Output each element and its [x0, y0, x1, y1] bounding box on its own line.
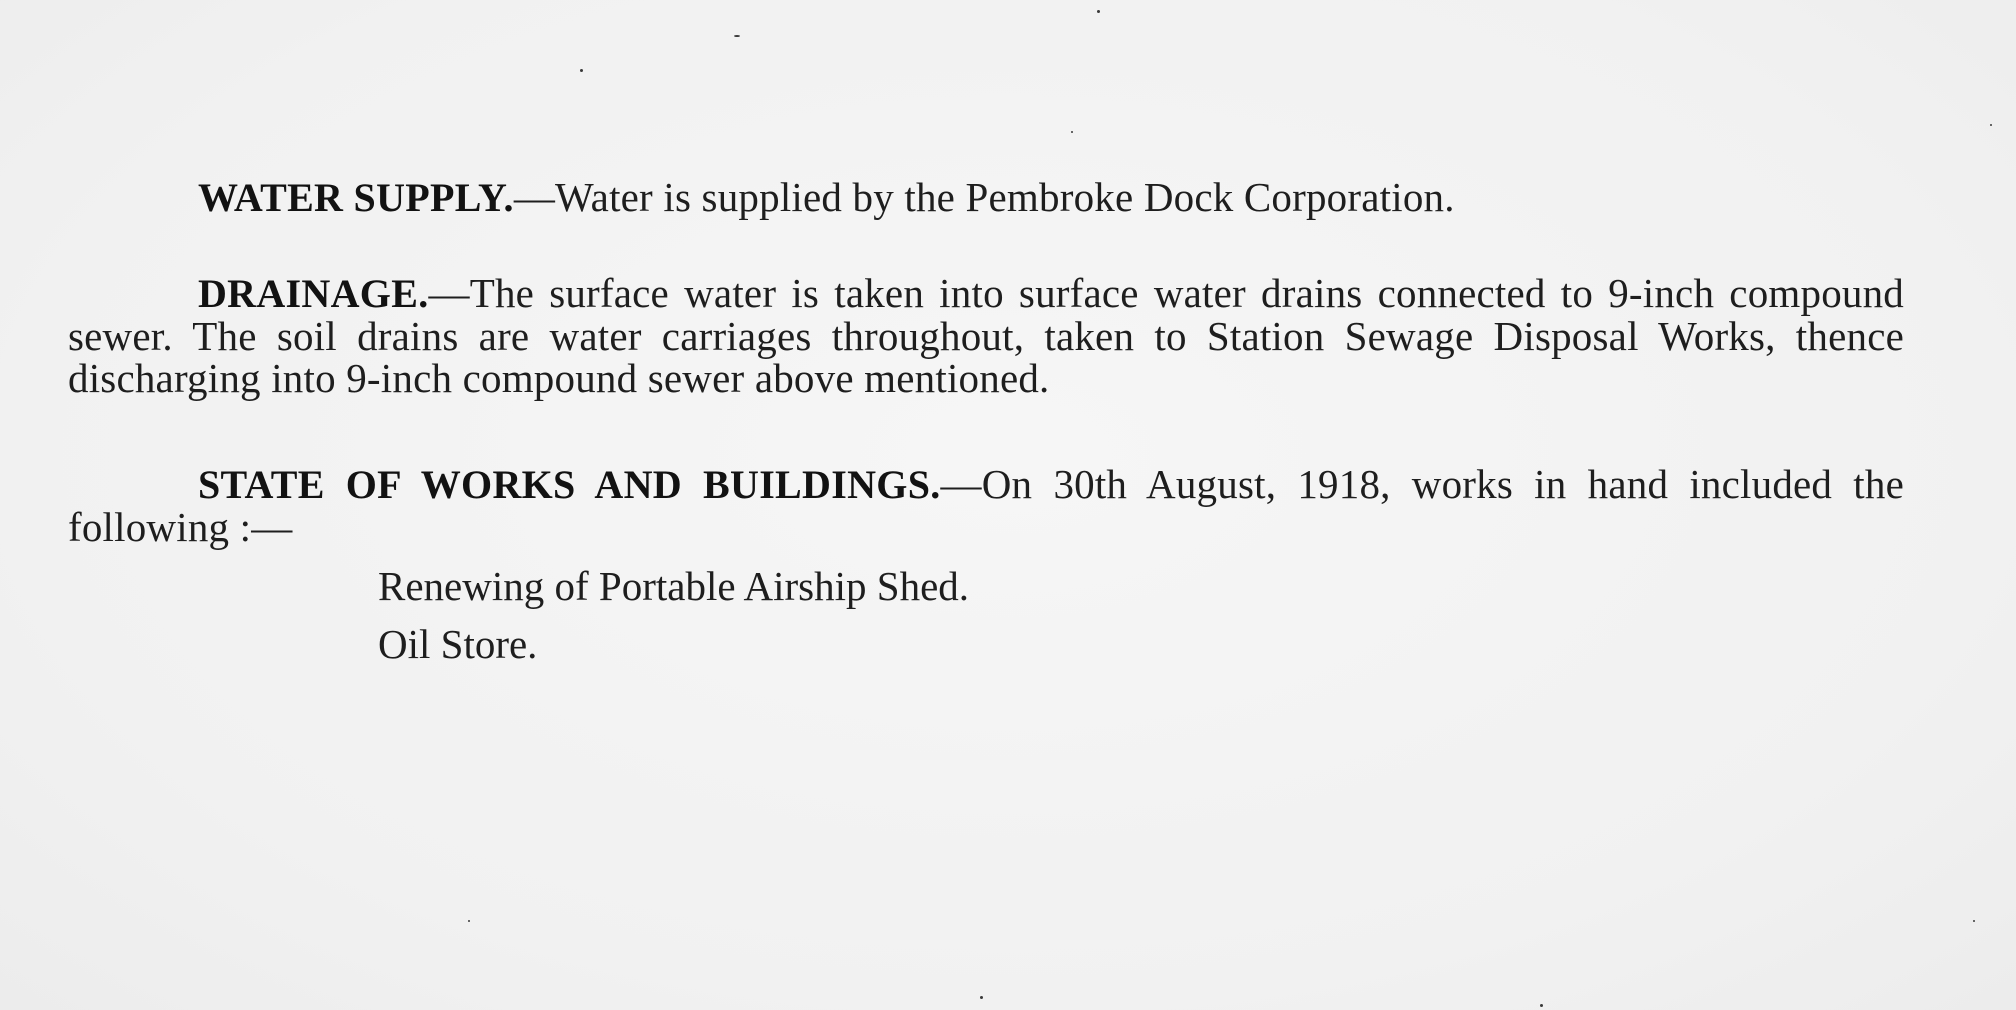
works-in-hand-list — [378, 557, 969, 673]
scan-speck — [468, 920, 470, 922]
scan-speck — [1990, 124, 1992, 126]
state-of-works-section — [68, 463, 1904, 548]
scan-speck — [1540, 1004, 1543, 1007]
scan-speck — [1097, 10, 1100, 13]
scan-speck — [734, 35, 740, 37]
water-supply-text: —Water is supplied by the Pembroke Dock Corporation. — [513, 174, 1455, 220]
state-of-works-heading: STATE OF WORKS AND BUILDINGS. — [198, 462, 941, 507]
water-supply-paragraph — [68, 176, 1904, 219]
drainage-section — [68, 272, 1904, 399]
drainage-text: —The surface water is taken into surface water drains connected to 9-inch compound sewer. The soil drains are water carriages throughout, taken to Station Sewage Disposal Works, thence discharging into 9-inch compound sewer above mentioned. — [68, 270, 1904, 401]
drainage-heading: DRAINAGE. — [198, 271, 429, 316]
scan-speck — [1071, 131, 1073, 133]
state-of-works-paragraph — [68, 463, 1904, 548]
scan-speck — [980, 996, 983, 999]
scan-speck — [1973, 920, 1975, 922]
list-item: Renewing of Portable Airship Shed. — [378, 563, 970, 609]
state-of-works-text: —On 30th August, 1918, works in hand included the following :— — [68, 461, 1904, 550]
drainage-paragraph — [68, 272, 1904, 399]
scan-speck — [580, 69, 583, 72]
water-supply-heading: WATER SUPPLY. — [198, 175, 514, 220]
water-supply-section — [68, 176, 1904, 219]
list-item: Oil Store. — [378, 621, 538, 667]
